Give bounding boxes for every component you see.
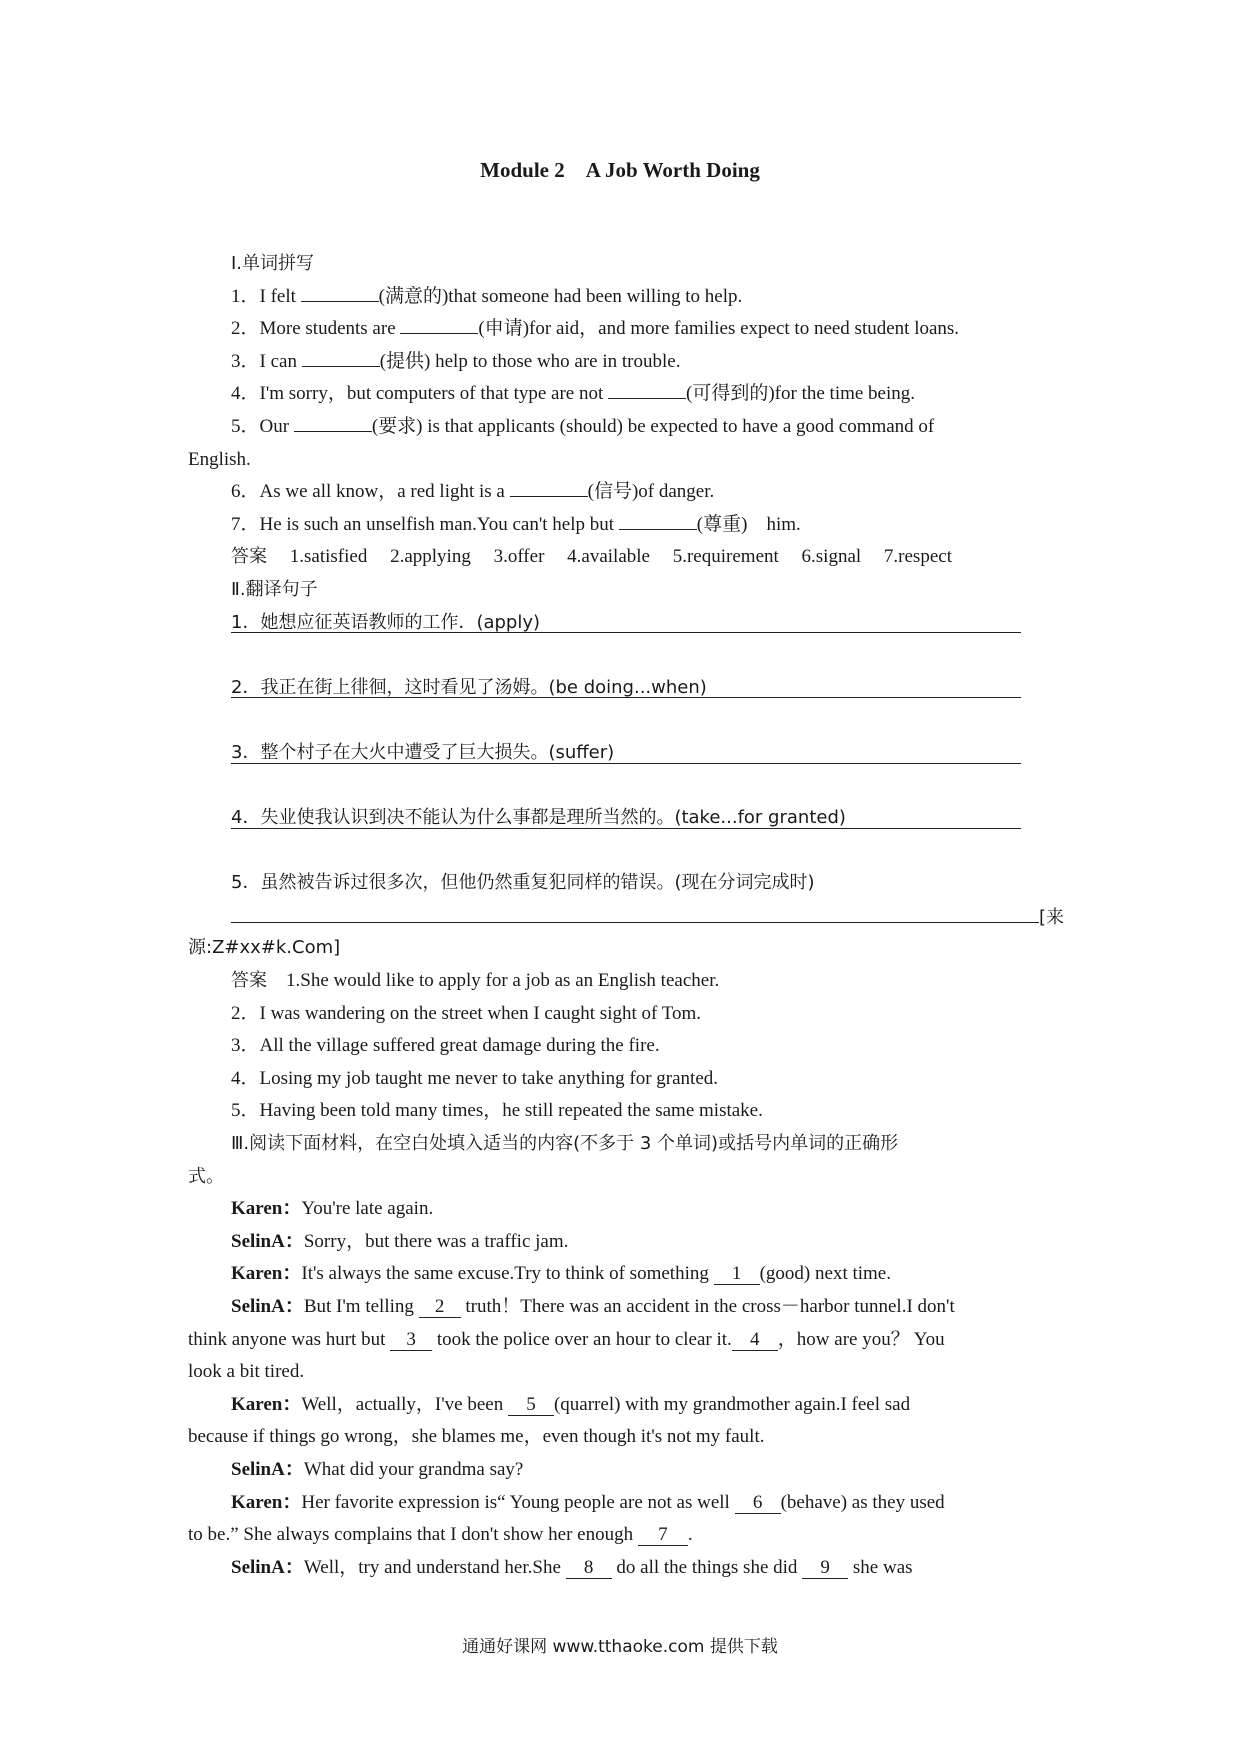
answer-line[interactable] bbox=[231, 696, 1021, 698]
sec1-item-1: 1．I felt (满意的)that someone had been willing to help. bbox=[188, 281, 1058, 314]
fill-blank[interactable] bbox=[302, 346, 380, 367]
blank-8[interactable]: 8 bbox=[566, 1558, 612, 1579]
fill-blank[interactable] bbox=[301, 281, 379, 302]
blank-3[interactable]: 3 bbox=[390, 1330, 432, 1351]
sec2-answer-3: 3．All the village suffered great damage during the fire. bbox=[231, 1035, 660, 1057]
dialog-line: think anyone was hurt but 3 took the police over an hour to clear it. 4 ，how are you？ You bbox=[188, 1328, 945, 1350]
sec1-item-7: 7．He is such an unselfish man.You can't help but (尊重) him. bbox=[188, 509, 1058, 542]
answer: 3.offer bbox=[493, 546, 545, 568]
speaker: SelinA： bbox=[231, 1230, 304, 1252]
fill-blank[interactable] bbox=[619, 509, 697, 530]
section-3-heading: Ⅲ.阅读下面材料，在空白处填入适当的内容(不多于 3 个单词)或括号内单词的正确形 bbox=[231, 1133, 899, 1155]
section-3-heading-cont: 式。 bbox=[188, 1165, 224, 1187]
sec2-answer-4: 4．Losing my job taught me never to take anything for granted. bbox=[231, 1067, 719, 1089]
answer: 6.signal bbox=[801, 546, 862, 568]
sec2-item-5: 5．虽然被告诉过很多次，但他仍然重复犯同样的错误。(现在分词完成时) bbox=[231, 872, 815, 894]
section-1-heading: Ⅰ.单词拼写 bbox=[231, 253, 315, 274]
speaker: SelinA： bbox=[231, 1458, 304, 1480]
sec2-answer-1: 答案 1.She would like to apply for a job as an English teacher. bbox=[231, 970, 720, 992]
dialog-line: SelinA：Sorry，but there was a traffic jam. bbox=[231, 1230, 569, 1252]
answer-line[interactable] bbox=[231, 631, 1021, 633]
fill-blank[interactable] bbox=[608, 378, 686, 399]
answer-line[interactable] bbox=[231, 827, 1021, 829]
dialog-line: Karen：You're late again. bbox=[231, 1198, 434, 1220]
dialog-line: because if things go wrong，she blames me，even though it's not my fault. bbox=[188, 1426, 765, 1448]
sec2-item-4: 4．失业使我认识到决不能认为什么事都是理所当然的。(take...for granted) bbox=[231, 807, 846, 829]
dialog-line: to be.” She always complains that I don't show her enough 7 . bbox=[188, 1524, 693, 1546]
blank-4[interactable]: 4 bbox=[732, 1330, 778, 1351]
answer-label: 答案 bbox=[231, 546, 267, 568]
sec2-answer-2: 2．I was wandering on the street when I caught sight of Tom. bbox=[231, 1002, 702, 1024]
sec2-answer-5: 5．Having been told many times，he still repeated the same mistake. bbox=[231, 1100, 763, 1122]
fill-blank[interactable] bbox=[294, 411, 372, 432]
answer: 1.satisfied bbox=[289, 546, 368, 568]
sec1-item-2: 2．More students are (申请)for aid，and more families expect to need student loans. bbox=[188, 313, 1058, 346]
source-tag: [来 bbox=[1039, 906, 1065, 928]
sec1-item-6: 6．As we all know，a red light is a (信号)of danger. bbox=[188, 476, 1058, 509]
sec2-item-3: 3．整个村子在大火中遭受了巨大损失。(suffer) bbox=[231, 741, 615, 763]
speaker: Karen： bbox=[231, 1393, 302, 1415]
fill-blank[interactable] bbox=[400, 313, 478, 334]
sec1-answers bbox=[188, 541, 1058, 574]
answer: 4.available bbox=[567, 546, 650, 568]
speaker: Karen： bbox=[231, 1491, 302, 1513]
speaker: SelinA： bbox=[231, 1296, 304, 1317]
sec1-item-5: 5．Our (要求) is that applicants (should) be expected to have a good command of bbox=[188, 411, 1058, 444]
speaker: Karen： bbox=[231, 1263, 302, 1285]
fill-blank[interactable] bbox=[510, 476, 588, 497]
sec1-item-5-cont: English. bbox=[188, 448, 251, 470]
content bbox=[188, 248, 1065, 1584]
footer-source: 通通好课网 www.tthaoke.com 提供下载 bbox=[462, 1637, 778, 1657]
dialog-line: SelinA：Well，try and understand her.She 8 do all the things she did 9 she was bbox=[231, 1556, 913, 1578]
section-2-heading: Ⅱ.翻译句子 bbox=[231, 578, 318, 600]
blank-2[interactable]: 2 bbox=[419, 1297, 461, 1318]
blank-6[interactable]: 6 bbox=[735, 1493, 781, 1514]
dialog-line: SelinA：What did your grandma say? bbox=[231, 1458, 524, 1480]
sec1-item-4: 4．I'm sorry，but computers of that type are not (可得到的)for the time being. bbox=[188, 378, 1058, 411]
sec2-item-2: 2．我正在街上徘徊，这时看见了汤姆。(be doing...when) bbox=[231, 676, 707, 698]
dialog-line: SelinA：But I'm telling 2 truth！There was an accident in the cross－harbor tunnel.I don't bbox=[231, 1296, 955, 1317]
answer-line[interactable] bbox=[231, 900, 1039, 923]
speaker: Karen： bbox=[231, 1198, 302, 1220]
dialog-line: Karen：It's always the same excuse.Try to think of something 1 (good) next time. bbox=[231, 1263, 891, 1285]
answer-label: 答案 bbox=[231, 970, 267, 992]
answer: 5.requirement bbox=[672, 546, 779, 568]
dialog-line: Karen：Her favorite expression is“ Young people are not as well 6 (behave) as they used bbox=[231, 1491, 945, 1513]
blank-5[interactable]: 5 bbox=[508, 1395, 554, 1416]
blank-1[interactable]: 1 bbox=[714, 1264, 760, 1285]
answer-line[interactable] bbox=[231, 762, 1021, 764]
blank-9[interactable]: 9 bbox=[802, 1558, 848, 1579]
page-title: Module 2 A Job Worth Doing bbox=[480, 158, 760, 182]
sec2-item-5-answer-row bbox=[188, 900, 1065, 933]
dialog-line: Karen：Well，actually，I've been 5 (quarrel) with my grandmother again.I feel sad bbox=[231, 1393, 911, 1415]
sec1-item-3: 3．I can (提供) help to those who are in trouble. bbox=[188, 346, 1058, 379]
source-tag-cont: 源:Z#xx#k.Com] bbox=[188, 937, 341, 959]
answer: 7.respect bbox=[883, 546, 952, 568]
sec2-item-1: 1．她想应征英语教师的工作．(apply) bbox=[231, 611, 541, 633]
blank-7[interactable]: 7 bbox=[638, 1525, 688, 1546]
answer: 2.applying bbox=[390, 546, 471, 568]
dialog-line: look a bit tired. bbox=[188, 1361, 305, 1383]
speaker: SelinA： bbox=[231, 1556, 304, 1578]
